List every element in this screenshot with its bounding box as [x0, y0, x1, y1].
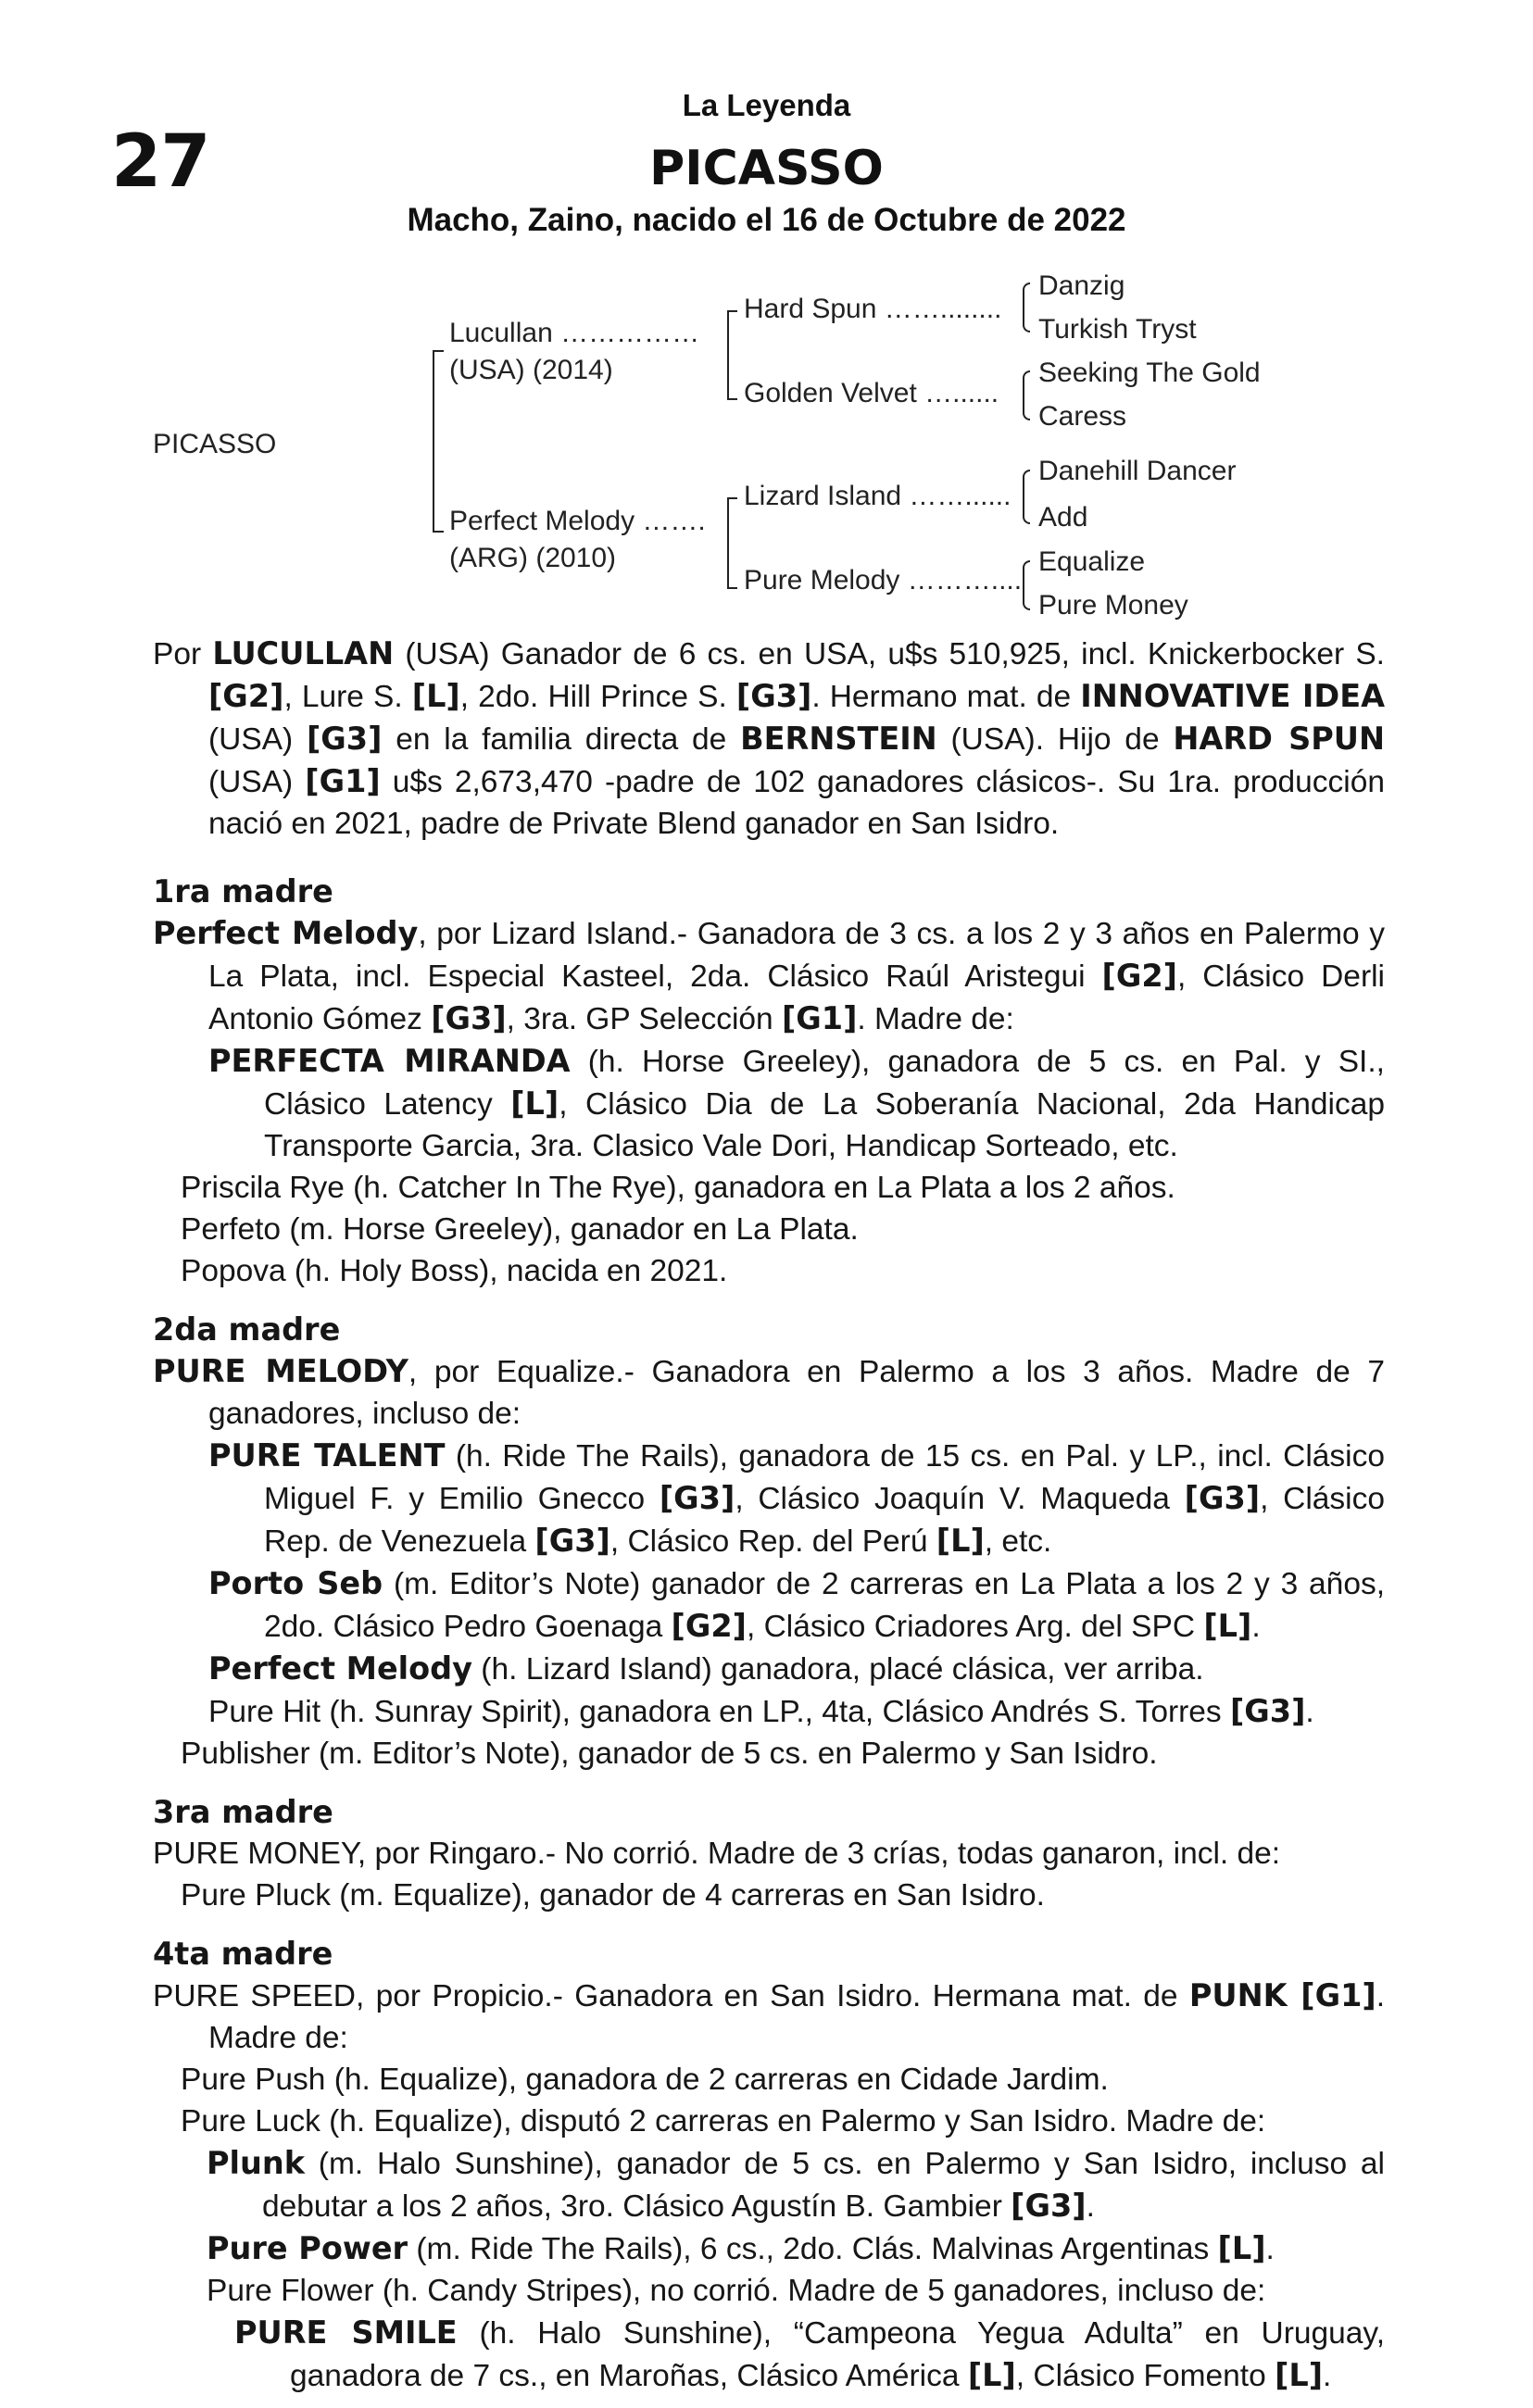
- pedigree-sire: Lucullan ……………: [449, 318, 700, 348]
- produce-entry: Porto Seb (m. Editor’s Note) ganador de 2 carreras en La Plata a los 2 y 3 años, 2do. Clásico Pedro Goenaga [G2], Clásico Criadores Arg. del SPC [L].: [208, 1565, 1386, 1644]
- catalog-text: [153, 633, 1385, 2397]
- pedigree-g3-7: Equalize: [1038, 546, 1146, 577]
- produce-entry: Pure Push (h. Equalize), ganadora de 2 carreras en Cidade Jardim.: [181, 2063, 1109, 2097]
- pedigree-sire-dam: Golden Velvet …......: [744, 378, 999, 408]
- section-heading-4ta-madre: 4ta madre: [153, 1936, 333, 1972]
- bracket-dam-parents: [727, 497, 737, 589]
- horse-description: Macho, Zaino, nacido el 16 de Octubre de 2022: [407, 202, 1126, 238]
- pedigree-g3-8: Pure Money: [1038, 590, 1188, 621]
- produce-entry: Pure Hit (h. Sunray Spirit), ganadora en LP., 4ta, Clásico Andrés S. Torres [G3].: [208, 1693, 1314, 1729]
- sire-name: LUCULLAN: [212, 635, 395, 671]
- produce-entry: Perfect Melody (h. Lizard Island) ganadora, placé clásica, ver arriba.: [208, 1650, 1204, 1687]
- pedigree-dam: Perfect Melody …….: [449, 506, 706, 536]
- pedigree-g3-1: Danzig: [1038, 270, 1125, 301]
- pedigree-dam-sire: Lizard Island ……......: [744, 481, 1012, 511]
- produce-entry: Perfeto (m. Horse Greeley), ganador en La Plata.: [181, 1212, 859, 1247]
- produce-entry: Popova (h. Holy Boss), nacida en 2021.: [181, 1254, 728, 1288]
- sire-paragraph: Por LUCULLAN (USA) Ganador de 6 cs. en USA, u$s 510,925, incl. Knickerbocker S. [G2], Lure S. [L], 2do. Hill Prince S. [G3]. Hermano mat. de INNOVATIVE IDEA (USA) [G3] en la familia directa de BERNSTEIN (USA). Hijo de HARD SPUN (USA) [G1] u$s 2,673,470 -padre de 102 ganadores clásicos-. Su 1ra. producción nació en 2021, padre de Private Blend ganador en San Isidro.: [153, 635, 1386, 841]
- pedigree-g3-4: Caress: [1038, 401, 1127, 432]
- section-heading-1ra-madre: 1ra madre: [153, 873, 333, 909]
- pedigree-sire-sire: Hard Spun ……........: [744, 294, 1002, 324]
- bracket-g3-3: [1023, 470, 1030, 524]
- produce-entry: Priscila Rye (h. Catcher In The Rye), ganadora en La Plata a los 2 años.: [181, 1171, 1175, 1205]
- produce-entry: Publisher (m. Editor’s Note), ganador de 5 cs. en Palermo y San Isidro.: [181, 1737, 1158, 1771]
- bracket-parents: [433, 350, 444, 533]
- pedigree-dam-dam: Pure Melody ………....: [744, 565, 1023, 596]
- produce-entry: PURE SMILE (h. Halo Sunshine), “Campeona Yegua Adulta” en Uruguay, ganadora de 7 cs., en Maroñas, Clásico América [L], Clásico Fomento [L].: [234, 2314, 1385, 2393]
- produce-entry: Pure Pluck (m. Equalize), ganador de 4 carreras en San Isidro.: [181, 1878, 1045, 1913]
- pedigree-g3-2: Turkish Tryst: [1038, 314, 1197, 345]
- second-dam-entry: PURE MELODY, por Equalize.- Ganadora en Palermo a los 3 años. Madre de 7 ganadores, incluso de:: [153, 1353, 1385, 1431]
- lot-number: 27: [111, 120, 210, 204]
- produce-entry: PURE TALENT (h. Ride The Rails), ganadora de 15 cs. en Pal. y LP., incl. Clásico Miguel F. y Emilio Gnecco [G3], Clásico Joaquín V. Maqueda [G3], Clásico Rep. de Venezuela [G3], Clásico Rep. del Perú [L], etc.: [208, 1437, 1385, 1559]
- pedigree-chart: [0, 0, 1533, 639]
- bracket-sire-parents: [727, 310, 737, 400]
- produce-entry: Pure Luck (h. Equalize), disputó 2 carreras en Palermo y San Isidro. Madre de:: [181, 2104, 1266, 2138]
- pedigree-sire-origin: (USA) (2014): [449, 355, 613, 385]
- horse-name: PICASSO: [649, 141, 884, 196]
- third-dam-entry: PURE MONEY, por Ringaro.- No corrió. Madre de 3 crías, todas ganaron, incl. de:: [153, 1837, 1281, 1871]
- pedigree-g3-3: Seeking The Gold: [1038, 357, 1261, 388]
- produce-entry: Pure Power (m. Ride The Rails), 6 cs., 2do. Clás. Malvinas Argentinas [L].: [207, 2230, 1275, 2266]
- pedigree-dam-origin: (ARG) (2010): [449, 543, 617, 573]
- pedigree-g3-6: Add: [1038, 502, 1088, 533]
- fourth-dam-entry: PURE SPEED, por Propicio.- Ganadora en San Isidro. Hermana mat. de PUNK [G1]. Madre de:: [153, 1977, 1386, 2055]
- stud-name: La Leyenda: [682, 88, 851, 122]
- produce-entry: Plunk (m. Halo Sunshine), ganador de 5 cs. en Palermo y San Isidro, incluso al debutar a los 2 años, 3ro. Clásico Agustín B. Gambier [G3].: [207, 2145, 1385, 2224]
- produce-entry: PERFECTA MIRANDA (h. Horse Greeley), ganadora de 5 cs. en Pal. y SI., Clásico Latency [L], Clásico Dia de La Soberanía Nacional, 2da Handicap Transporte Garcia, 3ra. Clasico Vale Dori, Handicap Sorteado, etc.: [208, 1043, 1385, 1163]
- bracket-g3-4: [1023, 560, 1030, 610]
- section-heading-2da-madre: 2da madre: [153, 1311, 341, 1348]
- section-heading-3ra-madre: 3ra madre: [153, 1794, 333, 1830]
- pedigree-g3-5: Danehill Dancer: [1038, 456, 1237, 486]
- bracket-g3-2: [1023, 370, 1030, 420]
- bracket-g3-1: [1023, 282, 1030, 332]
- first-dam-entry: Perfect Melody, por Lizard Island.- Ganadora de 3 cs. a los 2 y 3 años en Palermo y La Plata, incl. Especial Kasteel, 2da. Clásico Raúl Aristegui [G2], Clásico Derli Antonio Gómez [G3], 3ra. GP Selección [G1]. Madre de:: [153, 915, 1386, 1036]
- pedigree-subject: PICASSO: [153, 429, 277, 459]
- produce-entry: Pure Flower (h. Candy Stripes), no corrió. Madre de 5 ganadores, incluso de:: [207, 2274, 1266, 2308]
